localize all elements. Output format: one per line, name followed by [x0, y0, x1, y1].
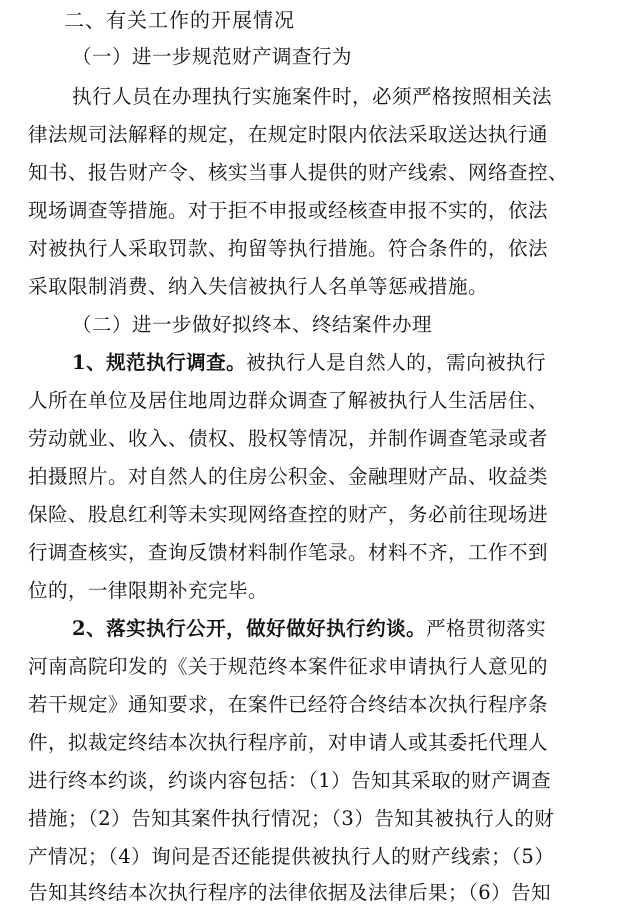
- paragraph-line: 位的，一律限期补充完毕。: [28, 579, 269, 602]
- subsection-title-1: （一）进一步规范财产调查行为: [72, 45, 353, 68]
- paragraph-line: 知书、报告财产令、核实当事人提供的财产线索、网络查控、: [28, 161, 569, 184]
- item1-first-line: [72, 349, 546, 377]
- paragraph-line: 告知其终结本次执行程序的法律依据及法律后果；（6）告知: [28, 881, 552, 904]
- paragraph-line: 保险、股息红利等未实现网络查控的财产，务必前往现场进: [28, 503, 549, 526]
- paragraph-line: 进行终本约谈，约谈内容包括：（1）告知其采取的财产调查: [28, 769, 552, 792]
- paragraph-line: 行调查核实，查询反馈材料制作笔录。材料不齐，工作不到: [28, 541, 549, 564]
- subsection-title-2: （二）进一步做好拟终本、终结案件办理: [72, 313, 433, 336]
- section-heading: 二、有关工作的开展情况: [64, 8, 295, 32]
- paragraph-line: 现场调查等措施。对于拒不申报或经核查申报不实的，依法: [28, 199, 549, 222]
- paragraph-line: 件，拟裁定终结本次执行程序前，对申请人或其委托代理人: [28, 731, 549, 754]
- paragraph-line: 律法规司法解释的规定，在规定时限内依法采取送达执行通: [28, 123, 549, 146]
- paragraph-line: 采取限制消费、纳入失信被执行人名单等惩戒措施。: [28, 275, 489, 298]
- item2-lead-rest: 严格贯彻落实: [426, 617, 547, 640]
- paragraph-line: 人所在单位及居住地周边群众调查了解被执行人生活居住、: [28, 389, 549, 412]
- paragraph-line: 河南高院印发的《关于规范终本案件征求申请执行人意见的: [28, 655, 549, 678]
- paragraph-line: 拍摄照片。对自然人的住房公积金、金融理财产品、收益类: [28, 465, 549, 488]
- paragraph-line: 产情况；（4）询问是否还能提供被执行人的财产线索；（5）: [28, 845, 555, 868]
- item1-lead-rest: 被执行人是自然人的，需向被执行: [246, 351, 547, 374]
- paragraph-line: 若干规定》通知要求，在案件已经符合终结本次执行程序条: [28, 693, 549, 716]
- item2-first-line: [72, 615, 546, 643]
- paragraph-line: 对被执行人采取罚款、拘留等执行措施。符合条件的，依法: [28, 237, 549, 260]
- paragraph-line: 执行人员在办理执行实施案件时，必须严格按照相关法: [72, 85, 553, 108]
- paragraph-line: 劳动就业、收入、债权、股权等情况，并制作调查笔录或者: [28, 427, 549, 450]
- paragraph-line: 措施；（2）告知其案件执行情况；（3）告知其被执行人的财: [28, 807, 555, 830]
- item1-bold-lead: 1、规范执行调查。: [72, 351, 247, 374]
- item2-bold-lead: 2、落实执行公开，做好做好执行约谈。: [72, 617, 427, 640]
